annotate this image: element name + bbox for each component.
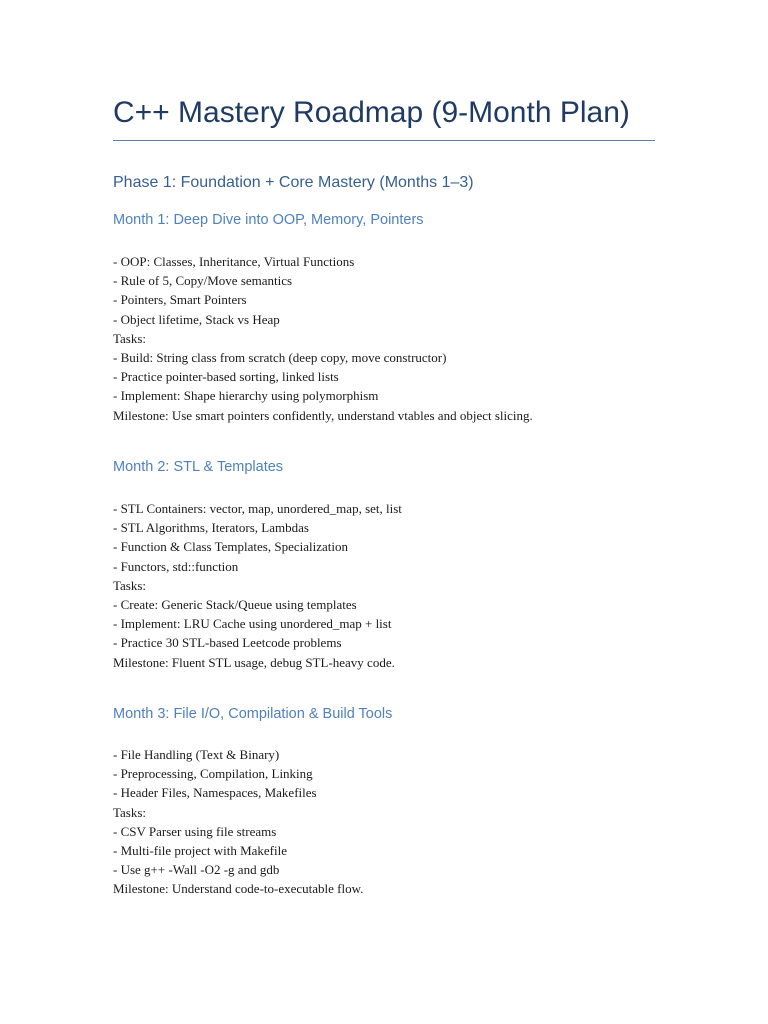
month-2-content xyxy=(113,499,673,672)
topic-line: - Pointers, Smart Pointers xyxy=(113,292,247,308)
task-line: - Multi-file project with Makefile xyxy=(113,842,288,858)
tasks-label: Tasks: xyxy=(113,804,147,820)
topic-line: - Rule of 5, Copy/Move semantics xyxy=(113,273,293,289)
topic-line: - OOP: Classes, Inheritance, Virtual Functions xyxy=(113,254,355,269)
task-line: - Build: String class from scratch (deep copy, move constructor) xyxy=(113,349,447,365)
milestone-line: Milestone: Fluent STL usage, debug STL-heavy code. xyxy=(113,654,395,670)
topic-line: - Functors, std::function xyxy=(113,558,239,574)
task-line: - Practice pointer-based sorting, linked lists xyxy=(113,369,339,385)
month-1-heading: Month 1: Deep Dive into OOP, Memory, Pointers xyxy=(113,212,424,228)
month-3-content xyxy=(113,745,673,899)
task-line: - Use g++ -Wall -O2 -g and gdb xyxy=(113,862,280,878)
topic-line: - File Handling (Text & Binary) xyxy=(113,747,280,762)
topic-line: - Header Files, Namespaces, Makefiles xyxy=(113,785,317,801)
task-line: - Practice 30 STL-based Leetcode problems xyxy=(113,635,342,651)
title-underline xyxy=(113,140,655,141)
month-2-heading: Month 2: STL & Templates xyxy=(113,459,284,475)
task-line: - Implement: Shape hierarchy using polymorphism xyxy=(113,388,379,404)
milestone-line: Milestone: Understand code-to-executable flow. xyxy=(113,881,364,897)
phase-heading: Phase 1: Foundation + Core Mastery (Months 1–3) xyxy=(113,174,474,191)
milestone-line: Milestone: Use smart pointers confidently, understand vtables and object slicing. xyxy=(113,407,533,423)
topic-line: - STL Algorithms, Iterators, Lambdas xyxy=(113,520,309,536)
task-line: - Implement: LRU Cache using unordered_map + list xyxy=(113,616,392,632)
topic-line: - Preprocessing, Compilation, Linking xyxy=(113,766,313,782)
tasks-label: Tasks: xyxy=(113,330,147,346)
task-line: - CSV Parser using file streams xyxy=(113,823,277,839)
month-1-content xyxy=(113,252,673,425)
topic-line: - Function & Class Templates, Specialization xyxy=(113,539,348,555)
topic-line: - Object lifetime, Stack vs Heap xyxy=(113,311,280,327)
topic-line: - STL Containers: vector, map, unordered_map, set, list xyxy=(113,501,402,516)
task-line: - Create: Generic Stack/Queue using templates xyxy=(113,596,357,612)
tasks-label: Tasks: xyxy=(113,577,147,593)
document-title: C++ Mastery Roadmap (9-Month Plan) xyxy=(113,96,630,129)
month-3-heading: Month 3: File I/O, Compilation & Build Tools xyxy=(113,706,393,722)
